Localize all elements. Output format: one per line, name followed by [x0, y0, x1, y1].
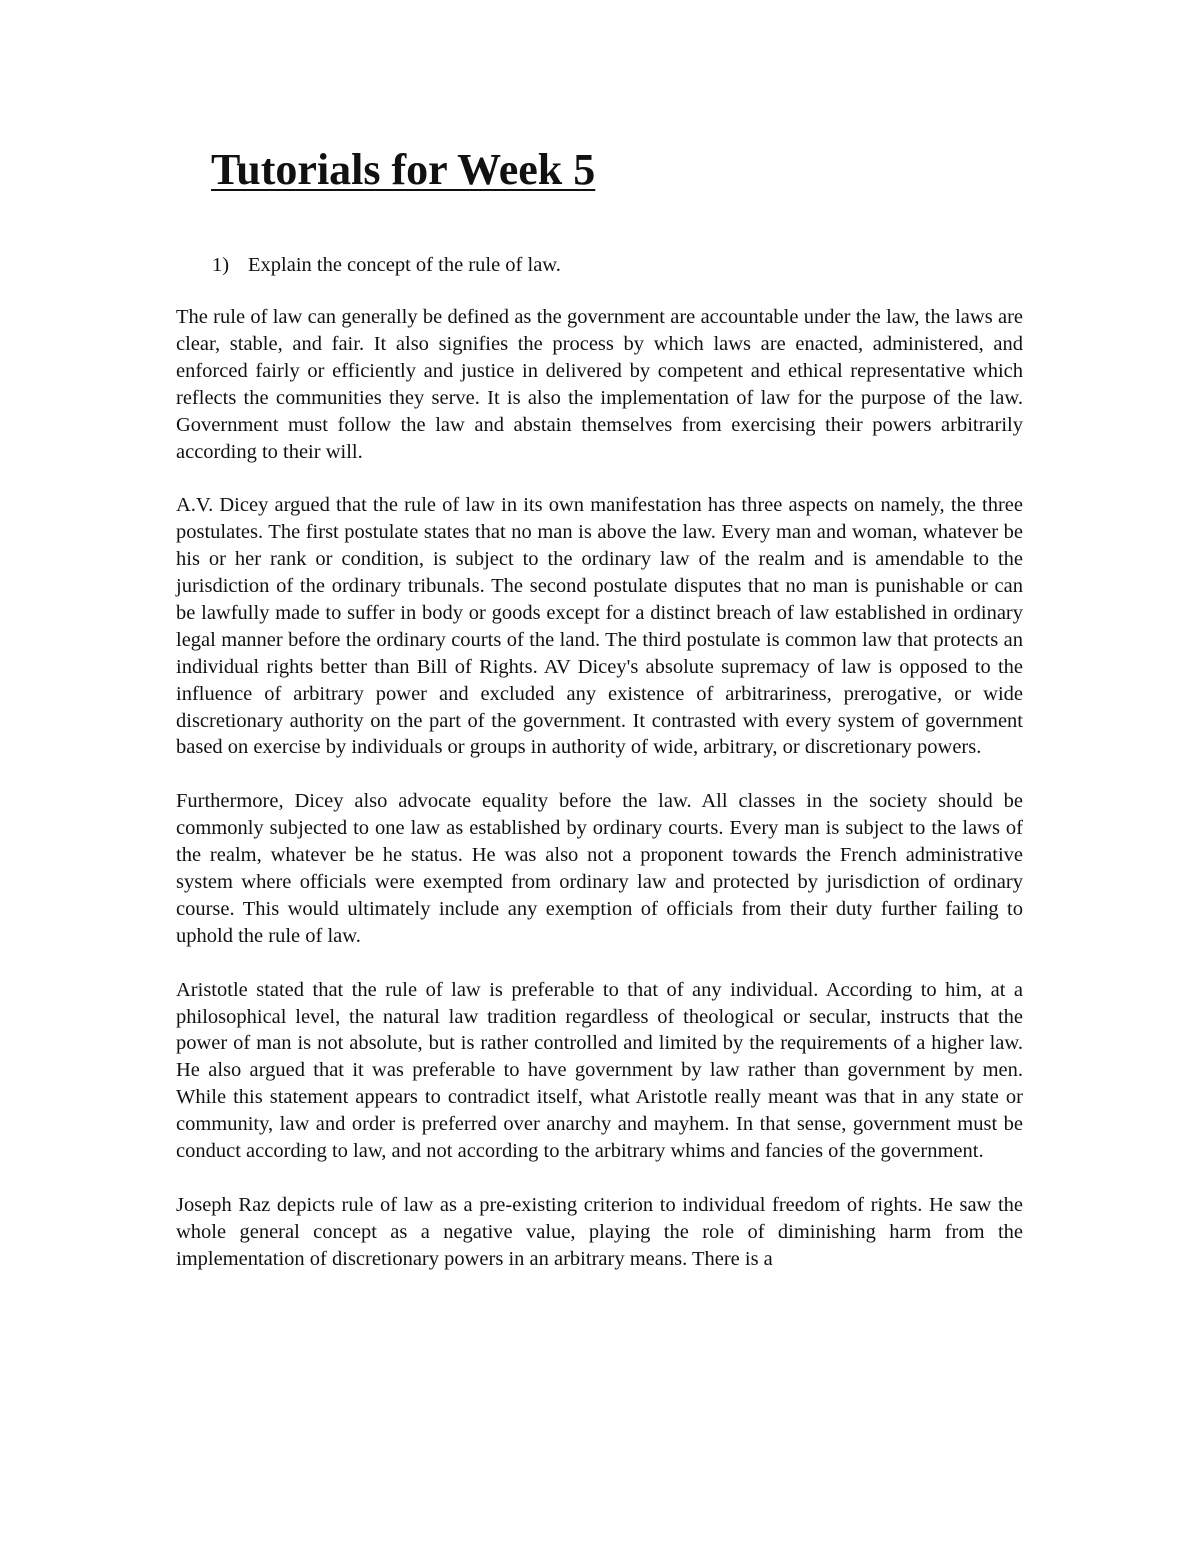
question-text: Explain the concept of the rule of law.	[248, 254, 561, 276]
question-item	[212, 252, 561, 279]
paragraph-dicey-postulates: A.V. Dicey argued that the rule of law in its own manifestation has three aspects on namely, the three postulates. The first postulate states that no man is above the law. Every man and woman, whatever be his or her rank or condition, is subject to the ordinary law of the realm and is amendable to the jurisdiction of the ordinary tribunals. The second postulate disputes that no man is punishable or can be lawfully made to suffer in body or goods except for a distinct breach of law established in ordinary legal manner before the ordinary courts of the land. The third postulate is common law that protects an individual rights better than Bill of Rights. AV Dicey's absolute supremacy of law is opposed to the influence of arbitrary power and excluded any existence of arbitrariness, prerogative, or wide discretionary authority on the part of the government. It contrasted with every system of government based on exercise by individuals or groups in authority of wide, arbitrary, or discretionary powers.	[176, 494, 1023, 759]
paragraph-rule-of-law-definition: The rule of law can generally be defined as the government are accountable under the law, the laws are clear, stable, and fair. It also signifies the process by which laws are enacted, administered, and enforced fairly or efficiently and justice in delivered by competent and ethical representative which reflects the communities they serve. It is also the implementation of law for the purpose of the law. Government must follow the law and abstain themselves from exercising their powers arbitrarily according to their will.	[176, 306, 1023, 463]
document-title: Tutorials for Week 5	[211, 145, 596, 194]
paragraph-aristotle: Aristotle stated that the rule of law is preferable to that of any individual. According to him, at a philosophical level, the natural law tradition regardless of theological or secular, instructs that the power of man is not absolute, but is rather controlled and limited by the requirements of a higher law. He also argued that it was preferable to have government by law rather than government by men. While this statement appears to contradict itself, what Aristotle really meant was that in any state or community, law and order is preferred over anarchy and mayhem. In that sense, government must be conduct according to law, and not according to the arbitrary whims and fancies of the government.	[176, 978, 1023, 1163]
question-number: 1)	[212, 254, 230, 276]
paragraph-joseph-raz: Joseph Raz depicts rule of law as a pre-existing criterion to individual freedom of rights. He saw the whole general concept as a negative value, playing the role of diminishing harm from the implementation of discretionary powers in an arbitrary means. There is a	[176, 1193, 1023, 1270]
paragraph-equality-before-law: Furthermore, Dicey also advocate equality before the law. All classes in the society should be commonly subjected to one law as established by ordinary courts. Every man is subject to the laws of the realm, whatever be he status. He was also not a proponent towards the French administrative system where officials were exempted from ordinary law and protected by jurisdiction of ordinary course. This would ultimately include any exemption of officials from their duty further failing to uphold the rule of law.	[176, 790, 1023, 947]
answer-body	[176, 304, 1023, 1299]
